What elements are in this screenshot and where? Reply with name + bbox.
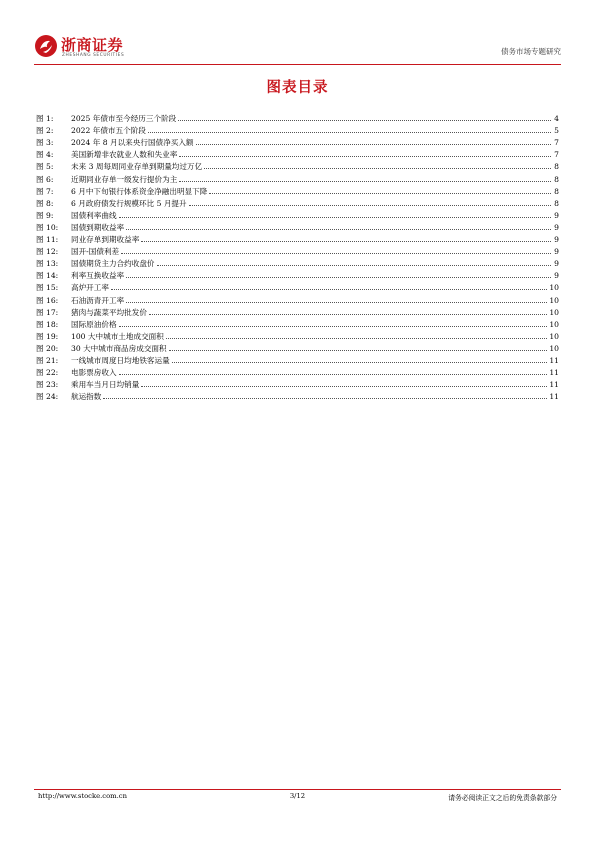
toc-figure-title[interactable]: 美国新增非农就业人数和失业率 bbox=[71, 150, 178, 160]
toc-figure-title[interactable]: 6 月中下旬银行体系资金净融出明显下降 bbox=[71, 186, 208, 196]
toc-dot-leader bbox=[119, 374, 548, 375]
toc-figure-title[interactable]: 同业存单到期收益率 bbox=[71, 235, 140, 245]
toc-entry[interactable] bbox=[36, 377, 559, 389]
toc-figure-title[interactable]: 高炉开工率 bbox=[71, 283, 109, 293]
toc-page-number: 10 bbox=[549, 319, 559, 329]
toc-entry[interactable] bbox=[36, 256, 559, 268]
toc-dot-leader bbox=[103, 398, 547, 399]
toc-entry[interactable] bbox=[36, 353, 559, 365]
figure-toc bbox=[36, 111, 559, 401]
toc-page-number: 9 bbox=[554, 210, 559, 220]
zheshang-logo-icon bbox=[34, 34, 58, 58]
toc-page-number: 11 bbox=[549, 392, 559, 402]
toc-figure-number: 图 20: bbox=[36, 343, 59, 353]
toc-figure-number: 图 8: bbox=[36, 198, 54, 208]
company-logo bbox=[34, 30, 164, 62]
toc-dot-leader bbox=[169, 350, 548, 351]
toc-page-number: 10 bbox=[549, 283, 559, 293]
report-type-label: 债务市场专题研究 bbox=[501, 47, 561, 56]
toc-entry[interactable] bbox=[36, 147, 559, 159]
toc-figure-title[interactable]: 猪肉与蔬菜平均批发价 bbox=[71, 307, 147, 317]
toc-figure-title[interactable]: 2025 年债市至今经历三个阶段 bbox=[71, 114, 177, 124]
toc-entry[interactable] bbox=[36, 244, 559, 256]
toc-entry[interactable] bbox=[36, 232, 559, 244]
toc-dot-leader bbox=[141, 241, 551, 242]
toc-figure-number: 图 6: bbox=[36, 174, 54, 184]
toc-page-number: 9 bbox=[554, 259, 559, 269]
toc-figure-number: 图 16: bbox=[36, 295, 59, 305]
page-title: 图表目录 bbox=[266, 80, 329, 96]
page-number: 3/12 bbox=[289, 792, 306, 800]
toc-dot-leader bbox=[166, 338, 547, 339]
toc-entry[interactable] bbox=[36, 196, 559, 208]
toc-dot-leader bbox=[157, 265, 551, 266]
toc-page-number: 10 bbox=[549, 295, 559, 305]
toc-figure-title[interactable]: 国开-国债利差 bbox=[71, 247, 120, 257]
toc-figure-title[interactable]: 国债利率曲线 bbox=[71, 210, 117, 220]
toc-dot-leader bbox=[126, 277, 551, 278]
toc-dot-leader bbox=[196, 144, 551, 145]
disclaimer-note: 请务必阅读正文之后的免责条款部分 bbox=[448, 794, 557, 802]
toc-figure-number: 图 5: bbox=[36, 162, 54, 172]
footer-divider bbox=[34, 789, 561, 790]
toc-entry[interactable] bbox=[36, 208, 559, 220]
toc-figure-title[interactable]: 近期同业存单一级发行提价为主 bbox=[71, 174, 178, 184]
toc-figure-number: 图 22: bbox=[36, 368, 59, 378]
toc-dot-leader bbox=[119, 217, 551, 218]
toc-figure-title[interactable]: 航运指数 bbox=[71, 392, 102, 402]
toc-page-number: 8 bbox=[554, 162, 559, 172]
toc-figure-number: 图 23: bbox=[36, 380, 59, 390]
toc-page-number: 8 bbox=[554, 174, 559, 184]
toc-dot-leader bbox=[111, 289, 547, 290]
footer-url-link[interactable]: http://www.stocke.com.cn bbox=[38, 792, 127, 800]
toc-figure-number: 图 21: bbox=[36, 355, 59, 365]
toc-entry[interactable] bbox=[36, 268, 559, 280]
toc-figure-title[interactable]: 一线城市周度日均地铁客运量 bbox=[71, 355, 170, 365]
toc-figure-number: 图 11: bbox=[36, 235, 59, 245]
toc-figure-number: 图 1: bbox=[36, 114, 54, 124]
toc-figure-title[interactable]: 国债期货主力合约收盘价 bbox=[71, 259, 155, 269]
toc-page-number: 10 bbox=[549, 307, 559, 317]
toc-dot-leader bbox=[172, 362, 548, 363]
toc-page-number: 11 bbox=[549, 380, 559, 390]
toc-figure-number: 图 14: bbox=[36, 271, 59, 281]
toc-figure-title[interactable]: 乘用车当月日均销量 bbox=[71, 380, 140, 390]
toc-figure-title[interactable]: 电影票房收入 bbox=[71, 368, 117, 378]
toc-figure-number: 图 2: bbox=[36, 126, 54, 136]
toc-dot-leader bbox=[148, 132, 551, 133]
toc-figure-title[interactable]: 石油沥青开工率 bbox=[71, 295, 125, 305]
toc-page-number: 10 bbox=[549, 331, 559, 341]
toc-entry[interactable] bbox=[36, 389, 559, 401]
toc-page-number: 8 bbox=[554, 186, 559, 196]
page-header bbox=[34, 30, 561, 64]
toc-page-number: 11 bbox=[549, 368, 559, 378]
toc-dot-leader bbox=[126, 302, 547, 303]
toc-entry[interactable] bbox=[36, 159, 559, 171]
toc-figure-title[interactable]: 100 大中城市土地成交面积 bbox=[71, 331, 164, 341]
toc-dot-leader bbox=[209, 193, 551, 194]
toc-figure-title[interactable]: 国债到期收益率 bbox=[71, 222, 125, 232]
toc-page-number: 9 bbox=[554, 235, 559, 245]
toc-page-number: 9 bbox=[554, 271, 559, 281]
toc-figure-number: 图 10: bbox=[36, 222, 59, 232]
toc-figure-number: 图 12: bbox=[36, 247, 59, 257]
toc-dot-leader bbox=[178, 120, 551, 121]
toc-page-number: 5 bbox=[554, 126, 559, 136]
toc-page-number: 7 bbox=[554, 150, 559, 160]
toc-figure-title[interactable]: 2024 年 8 月以来央行国债净买入额 bbox=[71, 138, 194, 148]
toc-figure-number: 图 24: bbox=[36, 392, 59, 402]
toc-figure-number: 图 17: bbox=[36, 307, 59, 317]
toc-figure-number: 图 9: bbox=[36, 210, 54, 220]
toc-figure-number: 图 3: bbox=[36, 138, 54, 148]
toc-figure-title[interactable]: 利率互换收益率 bbox=[71, 271, 125, 281]
toc-figure-title[interactable]: 国际原油价格 bbox=[71, 319, 117, 329]
toc-page-number: 7 bbox=[554, 138, 559, 148]
toc-entry[interactable] bbox=[36, 135, 559, 147]
toc-entry[interactable] bbox=[36, 123, 559, 135]
toc-figure-number: 图 15: bbox=[36, 283, 59, 293]
toc-dot-leader bbox=[126, 229, 551, 230]
brand-name-cn: 浙商证券 bbox=[61, 36, 124, 54]
toc-figure-title[interactable]: 30 大中城市商品房成交面积 bbox=[71, 343, 167, 353]
toc-page-number: 9 bbox=[554, 222, 559, 232]
toc-figure-title[interactable]: 2022 年债市五个阶段 bbox=[71, 126, 146, 136]
toc-page-number: 10 bbox=[549, 343, 559, 353]
toc-entry[interactable] bbox=[36, 341, 559, 353]
toc-figure-number: 图 7: bbox=[36, 186, 54, 196]
toc-entry[interactable] bbox=[36, 365, 559, 377]
toc-figure-title[interactable]: 6 月政府债发行规模环比 5 月提升 bbox=[71, 198, 187, 208]
toc-dot-leader bbox=[189, 205, 551, 206]
toc-page-number: 4 bbox=[554, 114, 559, 124]
toc-dot-leader bbox=[179, 181, 551, 182]
toc-entry[interactable] bbox=[36, 280, 559, 292]
toc-figure-title[interactable]: 未来 3 周每周同业存单到期量均过万亿 bbox=[71, 162, 203, 172]
toc-entry[interactable] bbox=[36, 305, 559, 317]
toc-dot-leader bbox=[121, 253, 551, 254]
toc-page-number: 9 bbox=[554, 247, 559, 257]
toc-figure-number: 图 19: bbox=[36, 331, 59, 341]
toc-entry[interactable] bbox=[36, 220, 559, 232]
toc-entry[interactable] bbox=[36, 317, 559, 329]
toc-entry[interactable] bbox=[36, 184, 559, 196]
toc-figure-number: 图 4: bbox=[36, 150, 54, 160]
toc-entry[interactable] bbox=[36, 292, 559, 304]
toc-figure-number: 图 18: bbox=[36, 319, 59, 329]
brand-name-en: ZHESHANG SECURITIES bbox=[62, 53, 125, 58]
toc-figure-number: 图 13: bbox=[36, 259, 59, 269]
toc-entry[interactable] bbox=[36, 111, 559, 123]
toc-page-number: 11 bbox=[549, 355, 559, 365]
toc-dot-leader bbox=[179, 156, 551, 157]
header-divider bbox=[34, 64, 561, 65]
toc-entry[interactable] bbox=[36, 171, 559, 183]
toc-page-number: 8 bbox=[554, 198, 559, 208]
toc-dot-leader bbox=[119, 326, 548, 327]
toc-dot-leader bbox=[204, 168, 551, 169]
toc-entry[interactable] bbox=[36, 329, 559, 341]
toc-dot-leader bbox=[149, 314, 547, 315]
toc-dot-leader bbox=[141, 386, 547, 387]
